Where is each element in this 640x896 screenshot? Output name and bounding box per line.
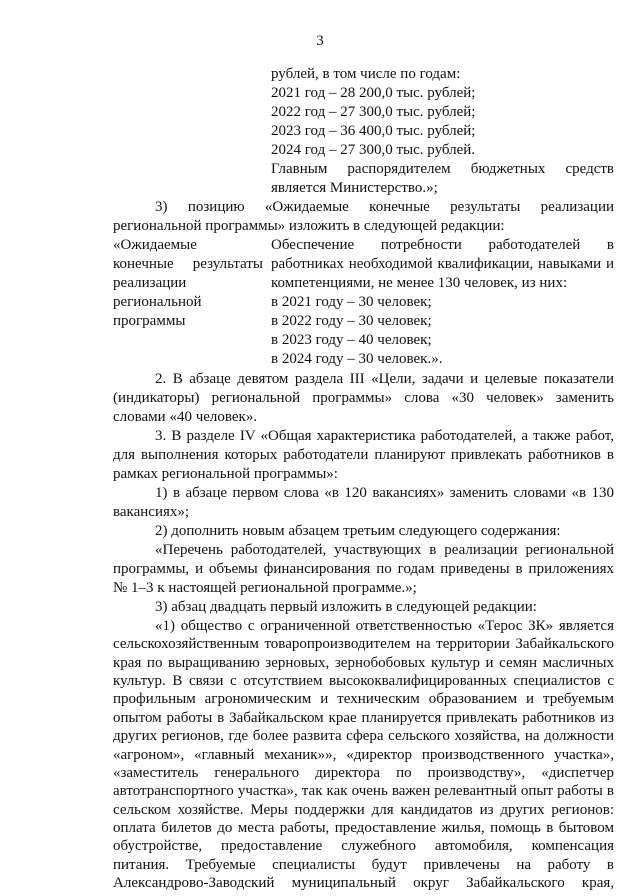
budget-manager-line-1: Главным распорядителем бюджетных средств <box>271 161 614 177</box>
para3-line-3: рамках региональной программы»: <box>113 466 338 482</box>
results-value-line-7: в 2024 году – 30 человек.». <box>271 351 443 367</box>
results-value-line-4: в 2021 году – 30 человек; <box>271 294 432 310</box>
budget-manager-line-2: является Министерство.»; <box>271 180 438 196</box>
body-line-1: «1) общество с ограниченной ответственностью «Терос ЗК» является <box>155 618 614 634</box>
body-line-11: сельском хозяйстве. Меры поддержки для кандидатов из других регионов: <box>113 802 614 818</box>
funding-intro: рублей, в том числе по годам: <box>271 66 461 82</box>
funding-year-2022: 2022 год – 27 300,0 тыс. рублей; <box>271 104 476 120</box>
results-value-line-2: работниках необходимой квалификации, навыками и <box>271 256 614 272</box>
body-line-10: автотранспортного участка», так как очень важен релевантный опыт работы в <box>113 783 614 799</box>
body-line-15: Александрово-Заводский муниципальный округ Забайкальского края, <box>113 875 614 891</box>
results-label-line-2: конечные результаты <box>113 256 263 272</box>
body-line-4: культур. В связи с отсутствием высококвалифицированных специалистов с <box>113 673 614 689</box>
results-label-line-5: программы <box>113 313 186 329</box>
results-value-line-6: в 2023 году – 40 человек; <box>271 332 432 348</box>
funding-year-2023: 2023 год – 36 400,0 тыс. рублей; <box>271 123 476 139</box>
body-line-8: «агроном», «главный механик»», «директор производственного участка», <box>113 747 614 763</box>
para2-line-2: (индикаторы) региональной программы» слова «30 человек» заменить <box>113 390 614 406</box>
body-line-13: обустройстве, предоставление служебного автомобиля, компенсация <box>113 838 614 854</box>
body-line-5: профильным агрономическим и техническим образованием и требуемым <box>113 691 614 707</box>
body-line-12: оплата билетов до места работы, предоставление жилья, помощь в бытовом <box>113 820 614 836</box>
funding-year-2021: 2021 год – 28 200,0 тыс. рублей; <box>271 85 476 101</box>
results-label-line-3: реализации <box>113 275 187 291</box>
para3-line-1: 3. В разделе IV «Общая характеристика работодателей, а также работ, <box>155 428 614 444</box>
body-line-2: сельскохозяйственным товаропроизводителем на территории Забайкальского <box>113 636 614 652</box>
results-value-line-1: Обеспечение потребности работодателей в <box>271 237 614 253</box>
results-value-line-5: в 2022 году – 30 человек; <box>271 313 432 329</box>
item3-line-2: региональной программы» изложить в следующей редакции: <box>113 218 505 234</box>
para3-line-2: для выполнения которых работодатели планируют привлекать работников в <box>113 447 614 463</box>
body-line-7: других регионов, где более развита сфера сельского хозяйства, на должности <box>113 728 614 744</box>
page-number: 3 <box>316 33 324 49</box>
body-line-9: «заместитель генерального директора по производству», «диспетчер <box>113 765 614 781</box>
quote-line-2: программы, и объемы финансирования по годам приведены в приложениях <box>113 561 614 577</box>
funding-year-2024: 2024 год – 27 300,0 тыс. рублей. <box>271 142 476 158</box>
body-line-14: питания. Требуемые специалисты будут привлечены на работу в <box>113 857 614 873</box>
body-line-3: края по выращиванию зерновых, зернобобовых культур и семян масличных <box>113 655 614 671</box>
sub1-line-2: вакансиях»; <box>113 504 190 520</box>
body-line-6: опытом работы в Забайкальском крае планируется привлекать работников из <box>113 710 614 726</box>
sub3-line: 3) абзац двадцать первый изложить в следующей редакции: <box>155 599 537 615</box>
results-value-line-3: компетенциями, не менее 130 человек, из них: <box>271 275 568 291</box>
quote-line-3: № 1–3 к настоящей региональной программе.»; <box>113 580 417 596</box>
para2-line-3: словами «40 человек». <box>113 409 258 425</box>
para2-line-1: 2. В абзаце девятом раздела III «Цели, задачи и целевые показатели <box>155 371 614 387</box>
sub2-line: 2) дополнить новым абзацем третьим следующего содержания: <box>155 523 561 539</box>
results-label-line-4: региональной <box>113 294 202 310</box>
results-label-line-1: «Ожидаемые <box>113 237 197 253</box>
quote-line-1: «Перечень работодателей, участвующих в реализации региональной <box>155 542 614 558</box>
item3-line-1: 3) позицию «Ожидаемые конечные результаты реализации <box>155 199 614 215</box>
sub1-line-1: 1) в абзаце первом слова «в 120 вакансиях» заменить словами «в 130 <box>155 485 614 501</box>
